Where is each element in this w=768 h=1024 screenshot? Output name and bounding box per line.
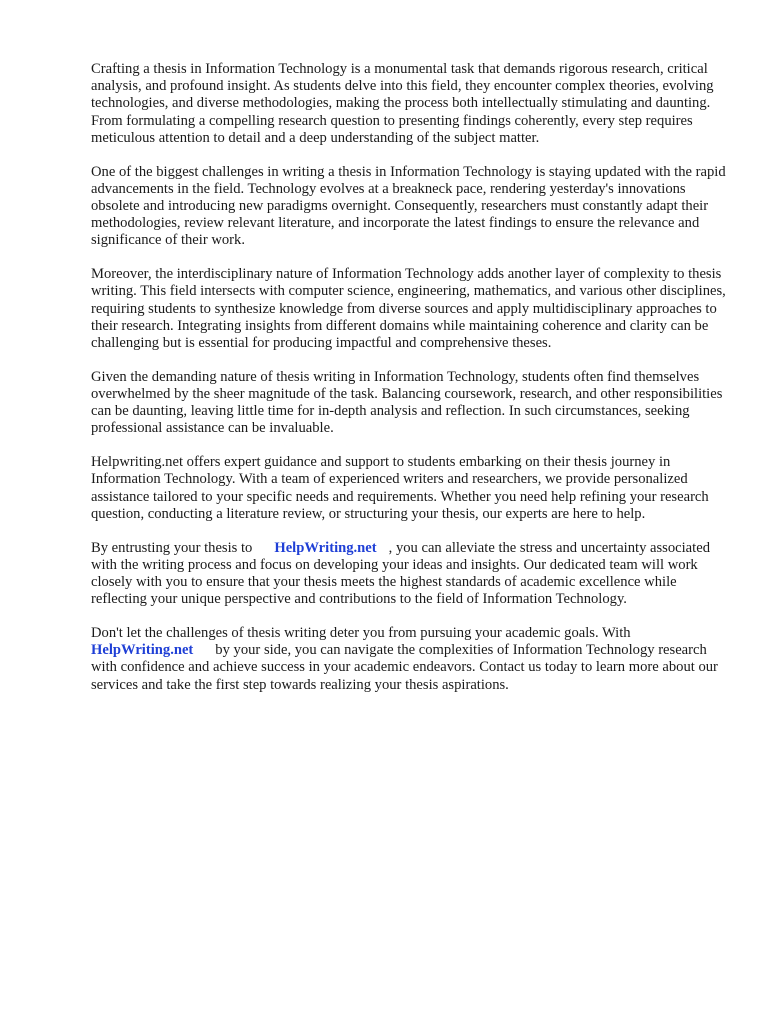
paragraph-entrusting-after: , you can alleviate the stress and uncertainty associated with the writing process and focus on developing your ideas and insights. Our dedicated team will work closely with you to ensure that your thesis meets the highest standards of academic excellence while reflecting your unique perspective and contributions to the field of Information Technology. (91, 539, 710, 608)
paragraph-intro: Crafting a thesis in Information Technology is a monumental task that demands rigorous research, critical analysis, and profound insight. As students delve into this field, they encounter complex theories, evolving technologies, and diverse methodologies, making the process both intellectually stimulating and daunting. From formulating a compelling research question to presenting findings coherently, every step requires meticulous attention to detail and a deep understanding of the subject matter. (91, 61, 714, 146)
helpwriting-link-2[interactable]: HelpWriting.net (91, 642, 194, 659)
paragraph-demanding: Given the demanding nature of thesis writing in Information Technology, students often find themselves overwhelmed by the sheer magnitude of the task. Balancing coursework, research, and other responsibilities can be daunting, leaving little time for in-depth analysis and reflection. In such circumstances, seeking professional assistance can be invaluable. (91, 368, 723, 437)
paragraph-interdisciplinary: Moreover, the interdisciplinary nature of Information Technology adds another layer of complexity to thesis writing. This field intersects with computer science, engineering, mathematics, and various other disciplines, requiring students to synthesize knowledge from diverse sources and apply multidisciplinary approaches to their research. Integrating insights from different domains while maintaining coherence and clarity can be challenging but is essential for producing impactful and comprehensive theses. (91, 266, 726, 352)
paragraph-closing (91, 625, 727, 694)
paragraph-entrusting (91, 540, 727, 609)
paragraph-closing-after: by your side, you can navigate the complexities of Information Technology research with confidence and achieve success in your academic endeavors. Contact us today to learn more about our services and take the first step towards realizing your thesis aspirations. (91, 642, 718, 693)
paragraph-challenges: One of the biggest challenges in writing a thesis in Information Technology is staying updated with the rapid advancements in the field. Technology evolves at a breakneck pace, rendering yesterday's innovations obsolete and introducing new paradigms overnight. Consequently, researchers must constantly adapt their methodologies, review relevant literature, and incorporate the latest findings to ensure the relevance and significance of their work. (91, 163, 726, 249)
paragraph-entrusting-before: By entrusting your thesis to (91, 539, 253, 556)
paragraph-helpwriting-offer: Helpwriting.net offers expert guidance and support to students embarking on their thesis journey in Information Technology. With a team of experienced writers and researchers, we provide personalized assistance tailored to your specific needs and requirements. Whether you need help refining your research question, conducting a literature review, or structuring your thesis, our experts are here to help. (91, 454, 709, 522)
document-body (91, 61, 727, 710)
helpwriting-link-1[interactable]: HelpWriting.net (274, 539, 377, 556)
paragraph-closing-before: Don't let the challenges of thesis writing deter you from pursuing your academic goals. With (91, 625, 631, 642)
